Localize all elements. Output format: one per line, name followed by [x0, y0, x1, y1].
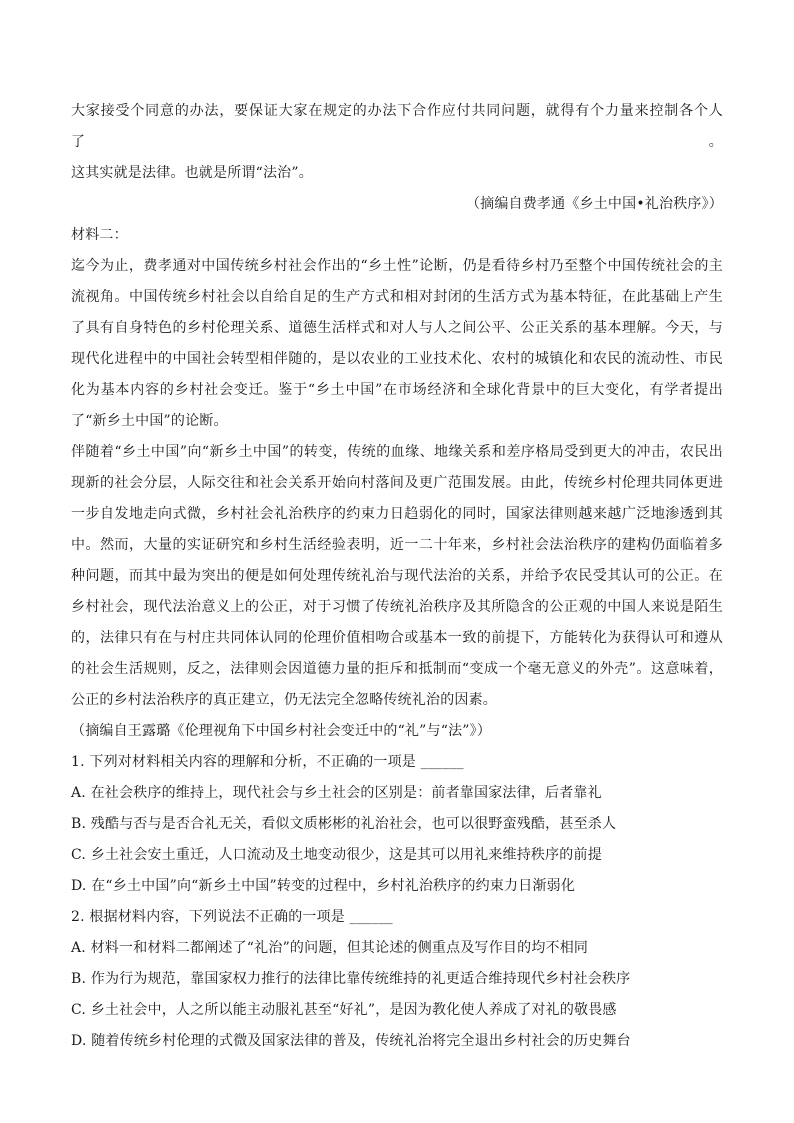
- question-1-option-c: C. 乡土社会安土重迁，人口流动及土地变动很少，这是其可以用礼来维持秩序的前提: [71, 847, 602, 863]
- question-1-stem: 1. 下列对材料相关内容的理解和分析，不正确的一项是 ______: [71, 754, 464, 770]
- question-2-stem: 2. 根据材料内容，下列说法不正确的一项是 ______: [71, 909, 393, 925]
- question-1-option-b: B. 残酷与否与是否合礼无关，看似文质彬彬的礼治社会，也可以很野蛮残酷，甚至杀人: [71, 816, 617, 832]
- question-2-option-b: B. 作为行为规范，靠国家权力推行的法律比靠传统维持的礼更适合维持现代乡村社会秩序: [71, 971, 631, 987]
- material2-paragraph-2: 伴随着“乡土中国”向“新乡土中国”的转变，传统的血缘、地缘关系和差序格局受到更大的冲击，农民出现新的社会分层，人际交往和社会关系开始向村落间及更广范围发展。由此，传统乡村伦理共同体更进一步自发地走向式微，乡村社会礼治秩序的约束力日趋弱化的同时，国家法律则越来越广泛地渗透到其中。然而，大量的实证研究和乡村生活经验表明，近一二十年来，乡村社会法治秩序的建构仍面临着多种问题，而其中最为突出的便是如何处理传统礼治与现代法治的关系，并给予农民受其认可的公正。在乡村社会，现代法治意义上的公正，对于习惯了传统礼治秩序及其所隐含的公正观的中国人来说是陌生的，法律只有在与村庄共同体认同的伦理价值相吻合或基本一致的前提下，方能转化为获得认可和遵从的社会生活规则，反之，法律则会因道德力量的拒斥和抵制而“变成一个毫无意义的外壳”。这意味着，公正的乡村法治秩序的真正建立，仍无法完全忽略传统礼治的因素。: [71, 444, 723, 708]
- material1-line-1: 大家接受个同意的办法，要保证大家在规定的办法下合作应付共同问题，就得有个力量来控制各个人了。: [71, 103, 723, 150]
- document-page: [71, 96, 723, 1057]
- question-1-option-a: A. 在社会秩序的维持上，现代社会与乡土社会的区别是：前者靠国家法律，后者靠礼: [71, 785, 602, 801]
- question-2-option-c: C. 乡土社会中，人之所以能主动服礼甚至“好礼”，是因为教化使人养成了对礼的敬畏感: [71, 1002, 617, 1018]
- material1-line-2: 这其实就是法律。也就是所谓“法治”。: [71, 165, 313, 181]
- material1-source: （摘编自费孝通《乡土中国•礼治秩序》）: [465, 196, 723, 212]
- material2-paragraph-1: 迄今为止，费孝通对中国传统乡村社会作出的“乡土性”论断，仍是看待乡村乃至整个中国传统社会的主流视角。中国传统乡村社会以自给自足的生产方式和相对封闭的生活方式为基本特征，在此基础上产生了具有自身特色的乡村伦理关系、道德生活样式和对人与人之间公平、公正关系的基本理解。今天，与现代化进程中的中国社会转型相伴随的，是以农业的工业技术化、农村的城镇化和农民的流动性、市民化为基本内容的乡村社会变迁。鉴于“乡土中国”在市场经济和全球化背景中的巨大变化，有学者提出了“新乡土中国”的论断。: [71, 258, 723, 429]
- question-2-option-d: D. 随着传统乡村伦理的式微及国家法律的普及，传统礼治将完全退出乡村社会的历史舞台: [71, 1033, 631, 1049]
- question-2-option-a: A. 材料一和材料二都阐述了“礼治”的问题，但其论述的侧重点及写作目的均不相同: [71, 940, 589, 956]
- material2-heading: 材料二：: [71, 227, 128, 243]
- material2-source: （摘编自王露璐《伦理视角下中国乡村社会变迁中的“礼”与“法”》）: [71, 723, 492, 739]
- question-1-option-d: D. 在“乡土中国”向“新乡土中国”转变的过程中，乡村礼治秩序的约束力日渐弱化: [71, 878, 576, 894]
